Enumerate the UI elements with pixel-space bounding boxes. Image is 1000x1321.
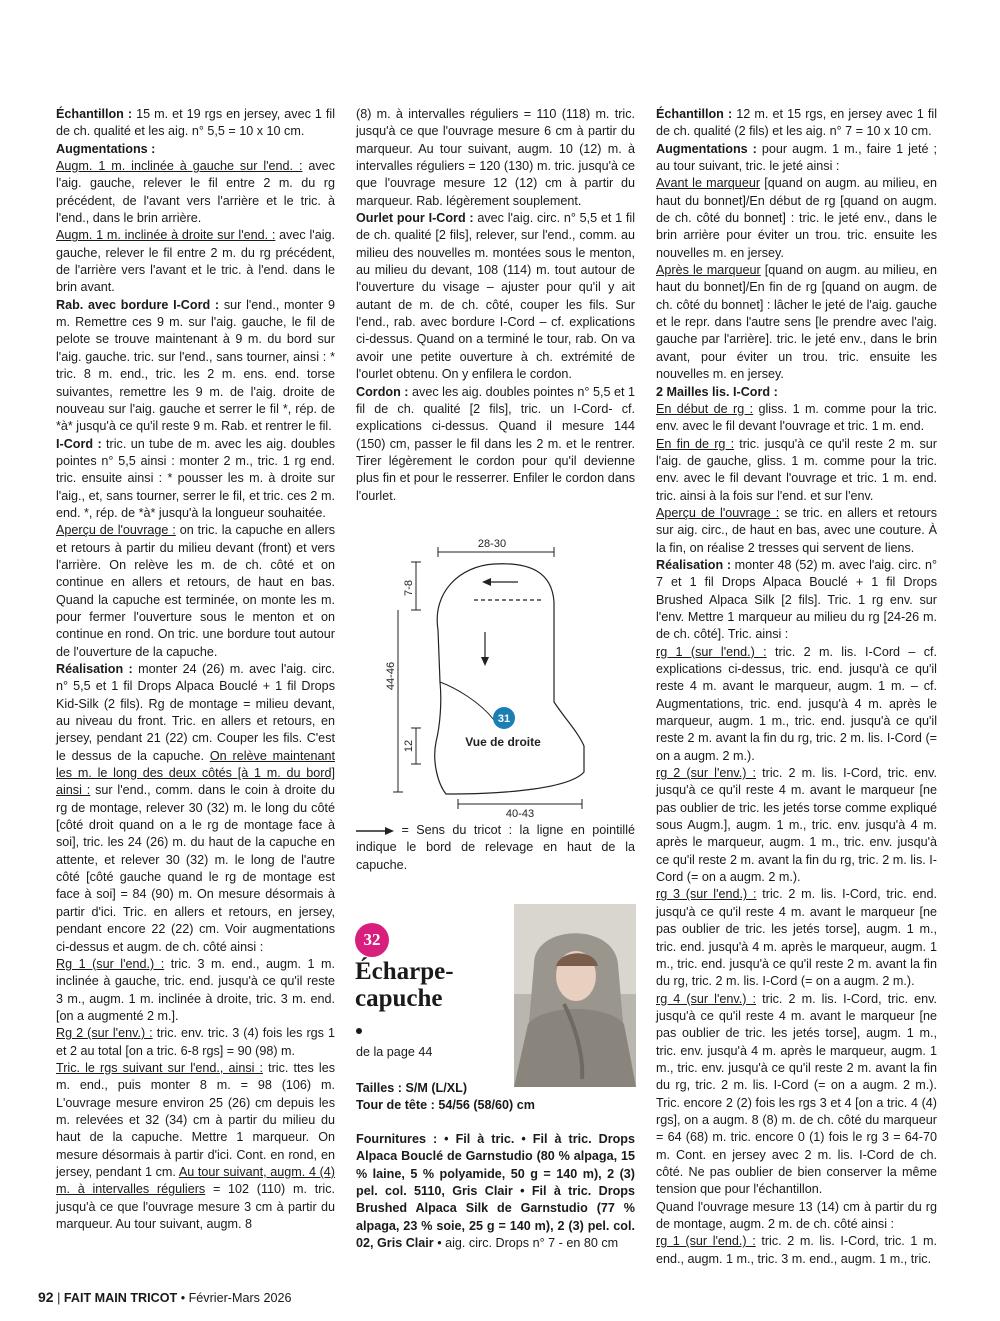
supplies-block (356, 1131, 635, 1252)
text: Quand l'ouvrage mesure 13 (14) cm à partir du rg de montage, augm. 2 m. de ch. côté ainsi : (656, 1199, 937, 1231)
paragraph (656, 1233, 937, 1268)
text: tric. 2 m. lis. I-Cord, tric. 1 m. end., augm. 1 m., tric. 3 m. end., augm. 1 m., tric. (656, 1234, 937, 1266)
paragraph (56, 106, 335, 141)
paragraph (656, 505, 937, 557)
lower-side-dimension-label: 12 (403, 739, 415, 753)
bottom-dimension-label: 40-43 (505, 808, 535, 818)
label: Réalisation : (56, 662, 133, 676)
label: Échantillon : (56, 107, 133, 121)
underlined-label: rg 4 (sur l'env.) : (656, 991, 757, 1006)
paragraph (656, 262, 937, 383)
text: avec les aig. doubles pointes n° 5,5 et 1 fil de ch. qualité [2 fils], tric. un I-Cord- cf. explications ci-dessus. Quand il mesure 144 (150) cm, passer le fil dans les 2 m. et le rentrer. Tirer légèrement le cordon pour qu'il devienne plus fin et pour le resserrer. Enfiler le cordon dans l'ourlet. (356, 384, 636, 503)
text: sur l'end., monter 9 m. Remettre ces 9 m. sur l'aig. gauche, le fil de pelote se trouve maintenant à 9 m. du bord sur l'aig. gauche. tric. sur l'end., sans tourner, ainsi : * tric. 8 m. end., tric. les 2 m. ens. end. torse suivantes, remettre les 9 m. de l'aig. droite de nouveau sur l'aig. gauche et serrer le fil *, rép. de *à* jusqu'à ce qu'il reste 9 m. Rab. et rentrer le fil. (56, 297, 335, 434)
paragraph (656, 557, 937, 644)
pattern-title (355, 958, 454, 1012)
label: Augmentations : (656, 141, 757, 156)
main-side-dimension-label: 44-46 (385, 661, 397, 691)
text: tric. 3 m. end., augm. 1 m. inclinée à gauche, tric. end. jusqu'à ce qu'il reste 3 m., augm. 1 m. inclinée à droite, tric. 3 m. end. [on a augmenté 2 m.]. (56, 956, 335, 1023)
text: [quand on augm. au milieu, en haut du bonnet]/En début de rg [quand on augm. de ch. côté du bonnet] : tric. le jeté env., dans le brin arrière pour éviter un trou. tric. ensuite les nouvelles m. en jersey. (656, 176, 937, 260)
supplies-tail: • aig. circ. Drops n° 7 - en 80 cm (433, 1236, 619, 1251)
paragraph (56, 956, 335, 1025)
text: pour augm. 1 m., faire 1 jeté ; au tour suivant, tric. le jeté ainsi : (656, 141, 937, 174)
paragraph (656, 886, 937, 990)
underlined-label: Au tour suivant, augm. 4 (4) m. à intervalles réguliers (56, 1164, 335, 1197)
paragraph (656, 1199, 937, 1234)
underlined-label: Après le marqueur (656, 263, 761, 278)
paragraph (356, 210, 635, 383)
label: Augmentations : (56, 141, 156, 156)
hood-outline (435, 564, 584, 794)
footer-separator: | (57, 1291, 61, 1305)
column-left (56, 106, 335, 1233)
hood-schematic (370, 532, 632, 818)
photo-illustration (514, 904, 636, 1087)
text: = 102 (110) m. tric. jusqu'à ce que l'ouvrage mesure 3 cm à partir du marqueur. Au tour suivant, augm. 8 (56, 1182, 335, 1231)
paragraph (656, 175, 937, 262)
paragraph (656, 436, 937, 505)
paragraph (656, 644, 937, 765)
arrowhead-left (482, 578, 491, 586)
arrow-icon (356, 826, 394, 836)
label: Cordon : (356, 384, 409, 399)
text: tric. ttes les m. end., puis monter 8 m. = 98 (106) m. L'ouvrage mesure environ 25 (26) cm depuis les m. relevées et 32 (34) cm à partir du milieu du haut de la capuche. Mettre 1 marqueur. On mesure désormais à partir d'ici. Cont. en rond, en jersey, pendant 1 cm. (56, 1060, 335, 1179)
text: tric. un tube de m. avec les aig. doubles pointes n° 5,5 ainsi : monter 2 m., tric. 1 rg end. tric. ensuite ainsi : * pousser les m. à droite sur l'aig., et, sans tourner, serrer le fil, et tric. ces 2 m. end. *, rép. de *à* jusqu'à la longueur souhaitée. (56, 436, 335, 520)
magazine-name: FAIT MAIN TRICOT (63, 1291, 178, 1305)
underlined-label: rg 3 (sur l'end.) : (656, 887, 757, 902)
title-line: capuche (355, 985, 443, 1012)
column-middle (356, 106, 635, 505)
paragraph (56, 141, 335, 158)
underlined-label: rg 1 (sur l'end.) : (656, 644, 767, 659)
underlined-label: Augm. 1 m. inclinée à droite sur l'end. : (56, 228, 276, 243)
paragraph (56, 227, 335, 296)
head-circumference-text: Tour de tête : 54/56 (58/60) cm (356, 1098, 535, 1113)
label: Réalisation : (656, 557, 732, 572)
label: I-Cord : (56, 436, 102, 451)
paragraph (56, 522, 335, 661)
underlined-label: Rg 1 (sur l'end.) : (56, 956, 165, 971)
text: on tric. la capuche en allers et retours à partir du milieu devant (front) et vers l'arrière. On relève les m. de ch. côté et on continue en allers et retours, de haut en bas. Quand la capuche est terminée, on monte les m. pour fermer l'ouverture sous le menton et on continue en rond. On tric. une bordure tout autour de l'ouverture de la capuche. (56, 523, 335, 659)
text: tric. 2 m. lis. I-Cord, tric. env. jusqu'à ce qu'il reste 4 m. avant le marqueur [ne pas oublier de tric. les jetés torse comme expliqué sous Augm.], augm. 1 m., tric. env. jusqu'à 4 m. après le marqueur, augm. 1 m., tric. env. jusqu'à ce qu'il reste 2 m. avant la fin du rg, tric. 2 m. lis. I-Cord (= on a augm. 2 m.). (656, 766, 937, 885)
text: monter 24 (26) m. avec l'aig. circ. n° 5,5 et 1 fil Drops Alpaca Bouclé + 1 fil Drops Kid-Silk (2 fils). Rg de montage = milieu devant, au niveau du front. Tric. en allers et retours, en jersey, pendant 21 (22) cm. Couper les fils. C'est le dessus de la capuche. (56, 662, 335, 763)
underlined-label: Avant le marqueur (656, 176, 761, 191)
underlined-label: rg 1 (sur l'end.) : (656, 1234, 756, 1249)
label: Rab. avec bordure I-Cord : (56, 297, 220, 312)
page-footer (38, 1289, 292, 1305)
label: Ourlet pour I-Cord : (356, 211, 474, 226)
title-line: Écharpe- (355, 958, 454, 985)
underlined-label: En début de rg : (656, 401, 754, 416)
underlined-label: On relève maintenant les m. le long des deux côtés [à 1 m. du bord] ainsi : (56, 748, 335, 798)
text: tric. 2 m. lis. I-Cord – cf. explications ci-dessus, tric. end. jusqu'à ce qu'il reste 4 m. avant le marqueur, augm. 1 m. – cf. Augmentations, tric. end. jusqu'à 4 m. après le marqueur, augm. 1 m., tric. end. jusqu'à ce qu'il reste 2 m. avant la fin du rg, tric. 2 m. lis. I-Cord (= on a augm. 2 m.). (656, 644, 937, 763)
text: tric. 2 m. lis. I-Cord, tric. end. jusqu'à ce qu'il reste 4 m. avant le marqueur [ne pas oublier de tric. les jetés torse], augm. 1 m., tric. end. jusqu'à 4 m. après le marqueur, augm. 1 m., tric. end. jusqu'à ce qu'il reste 2 m. avant la fin du rg, tric. 2 m. lis. I-Cord (= on a augm. 2 m.). (656, 887, 938, 989)
paragraph (356, 384, 635, 505)
paragraph (56, 1060, 335, 1233)
page-reference: de la page 44 (356, 1045, 433, 1059)
underlined-label: Aperçu de l'ouvrage : (656, 505, 780, 520)
label: 2 Mailles lis. I-Cord : (656, 384, 778, 399)
underlined-label: En fin de rg : (656, 436, 735, 451)
text: monter 48 (52) m. avec l'aig. circ. n° 7 et 1 fil Drops Alpaca Bouclé + 1 fil Drops Brushed Alpaca Silk [2 fils]. Tric. 1 rg env. sur l'env. Mettre 1 marqueur au milieu du rg [24-26 m. de ch. côté]. Tric. ainsi : (656, 557, 937, 642)
column-right (656, 106, 937, 1268)
text: avec l'aig. gauche, relever le fil entre 2 m. du rg précédent, de l'arrière vers l'avant et le tric. à l'end. dans le brin avant. (56, 228, 335, 295)
issue-date: • Février-Mars 2026 (180, 1291, 292, 1305)
paragraph (356, 106, 635, 210)
text: 15 m. et 19 rgs en jersey, avec 1 fil de ch. qualité et les aig. n° 5,5 = 10 x 10 cm. (56, 107, 336, 139)
underlined-label: Augm. 1 m. inclinée à gauche sur l'end. : (56, 159, 303, 174)
underlined-label: Aperçu de l'ouvrage : (56, 523, 176, 538)
diagram-badge-number: 31 (497, 713, 511, 725)
paragraph (56, 1025, 335, 1060)
text: avec l'aig. gauche, relever le fil entre 2 m. du rg précédent, de l'avant vers l'arrière et le tric. à l'end., dans le brin arrière. (56, 159, 335, 226)
sizes-block (356, 1080, 635, 1115)
upper-side-dimension-label: 7-8 (403, 580, 415, 596)
label: Échantillon : (656, 107, 733, 121)
bullet-dot (356, 1028, 362, 1034)
text: (8) m. à intervalles réguliers = 110 (118) m. tric. jusqu'à ce que l'ouvrage mesure 6 cm à partir du marqueur. Au tour suivant, augm. 10 (12) m. à intervalles réguliers = 120 (130) m. tric. jusqu'à ce que l'ouvrage mesure 12 (12) cm à partir du marqueur. Rab. légèrement souplement. (356, 107, 635, 208)
top-dimension-label: 28-30 (477, 538, 507, 550)
text: tric. 2 m. lis. I-Cord, tric. env. jusqu'à ce qu'il reste 4 m. avant le marqueur [ne pas oublier de tric. les jetés torse], augm. 1 m., tric. env. jusqu'à 4 m. après le marqueur, augm. 1 m., tric. env. jusqu'à ce qu'il reste 2 m. avant la fin du rg, tric. 2 m. lis. I-Cord (= on a augm. 2 m.). Tric. encore 2 (2) fois les rgs 3 et 4 [on a tric. 4 (4) rgs], on a augm. 8 (8) m. de ch. côté du marqueur = 64 (68) m. tric. encore 0 (1) fois le rg 3 = 64-70 m. Cont. en jersey avec 2 m. lis. I-Cord de ch. côté. Ne pas oublier de bien conserver la même tension que pour l'échantillon. (656, 991, 937, 1197)
paragraph (56, 297, 335, 436)
paragraph (656, 765, 937, 886)
diagram-legend (356, 822, 635, 874)
paragraph (656, 991, 937, 1199)
text: gliss. 1 m. comme pour la tric. env. avec le fil devant l'ouvrage et tric. 1 m. end. (656, 401, 937, 434)
sizes-text: Tailles : S/M (L/XL) (356, 1081, 468, 1095)
paragraph (56, 436, 335, 523)
paragraph (56, 661, 335, 956)
paragraph (656, 384, 937, 401)
model-photo (514, 904, 636, 1087)
underlined-label: Rg 2 (sur l'env.) : (56, 1026, 153, 1041)
text: [quand on augm. au milieu, en haut du bonnet]/En fin de rg [quand on augm. de ch. côté du bonnet] : lâcher le jeté de l'aig. gauche et le repr. dans l'autre sens [le prendre avec l'aig. gauche par l'arrière]. tric. le jeté env., dans le brin avant, pour éviter un trou. tric. ensuite les nouvelles m. en jersey. (656, 263, 937, 382)
paragraph (656, 106, 937, 141)
text: 12 m. et 15 rgs, en jersey avec 1 fil de ch. qualité (2 fils) et les aig. n° 7 = 10 x 10 cm. (656, 107, 938, 139)
text: sur l'end., comm. dans le coin à droite du rg de montage, relever 30 (32) m. le long du côté [côté droit quand on a le rg de montage face à soi], tric. les 24 (26) m. du haut de la capuche en attente, et relever 30 (32) m. le long de l'autre côté [côté gauche quand le rg de montage est face à soi] = 84 (90) m. On mesure désormais à partir d'ici. Tric. en allers et retours, en jersey, pendant encore 22 (22) cm. Voir augmentations ci-dessus et augm. de ch. côté ainsi : (56, 783, 335, 954)
paragraph (56, 158, 335, 227)
supplies-text: Fournitures : • Fil à tric. • Fil à tric. Drops Alpaca Bouclé de Garnstudio (80 % alpaga, 15 % laine, 5 % polyamide, 50 g = 140 m), 2 (3) pel. col. 5110, Gris Clair • Fil à tric. Drops Brushed Alpaca Silk de Garnstudio (77 % alpaga, 23 % soie, 25 g = 140 m), 2 (3) pel. col. 02, Gris Clair (356, 1132, 635, 1251)
text: tric. jusqu'à ce qu'il reste 2 m. sur l'aig. de gauche, gliss. 1 m. comme pour la tric. env. avec le fil devant l'ouvrage et tric. 1 m. end. tric. ainsi à la fois sur l'end. et sur l'env. (656, 436, 938, 503)
face-opening-line (440, 682, 494, 720)
text: avec l'aig. circ. n° 5,5 et 1 fil de ch. qualité [2 fils], relever, sur l'end., comm. au milieu des nouvelles m. montées sous le menton, au milieu du devant, 108 (114) m. tout autour de l'ouverture du visage – ajuster pour qu'il y ait autant de m. de ch. côté, couper les fils. Sur l'end., rab. avec bordure I-Cord – cf. explications ci-dessus. Quand on a terminé le tour, rab. On va avoir une petite ouverture à ch. extrémité de l'ourlet obtenu. On y enfilera le cordon. (356, 211, 635, 382)
diagram-caption: Vue de droite (465, 735, 541, 749)
text: tric. env. tric. 3 (4) fois les rgs 1 et 2 au total [on a tric. 6-8 rgs] = 90 (98) m. (56, 1026, 335, 1058)
paragraph (656, 401, 937, 436)
paragraph (656, 141, 937, 176)
underlined-label: Tric. le rgs suivant sur l'end., ainsi : (56, 1060, 264, 1075)
arrowhead-down (481, 657, 489, 666)
pattern-number-badge: 32 (355, 923, 389, 957)
legend-text: = Sens du tricot : la ligne en pointillé indique le bord de relevage en haut de la capuche. (356, 823, 635, 872)
page-number: 92 (38, 1289, 54, 1305)
text: se tric. en allers et retours sur aig. circ., de haut en bas, avec une couture. À la fin, on réalise 2 tresses qui servent de liens. (656, 505, 938, 555)
underlined-label: rg 2 (sur l'env.) : (656, 766, 757, 781)
